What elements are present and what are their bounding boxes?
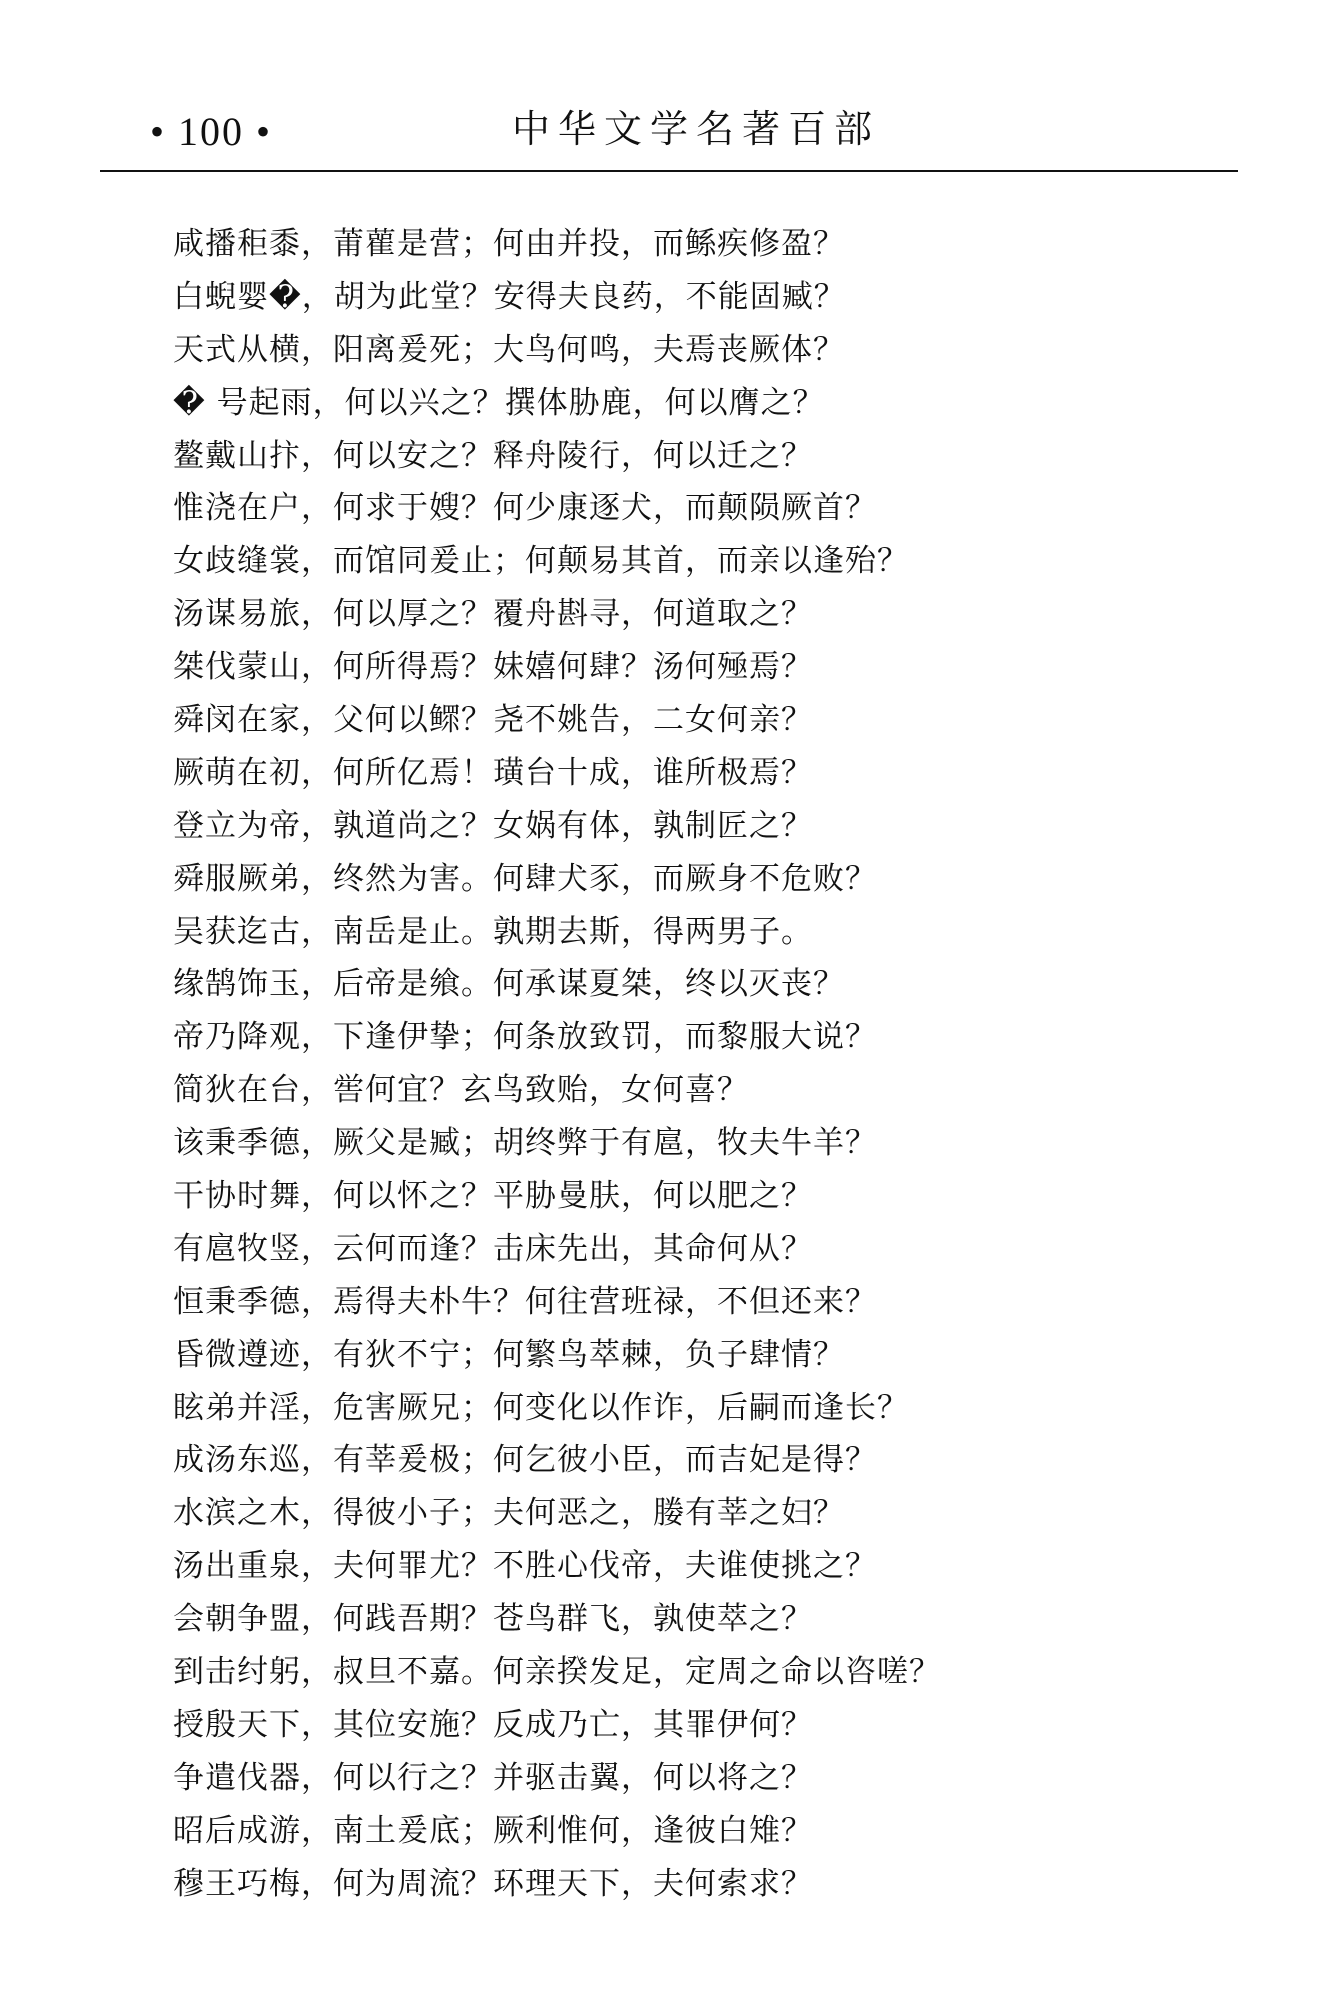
verse-line: 惟浇在户，何求于嫂？何少康逐犬，而颠陨厥首？: [173, 490, 877, 527]
verse-line: 有扈牧竖，云何而逢？击床先出，其命何从？: [173, 1230, 813, 1267]
verse-line: 水滨之木，得彼小子；夫何恶之，媵有莘之妇？: [173, 1495, 845, 1532]
verse-line: 干协时舞，何以怀之？平胁曼肤，何以肥之？: [173, 1178, 813, 1215]
verse-line: 天式从横，阳离爰死；大鸟何鸣，夫焉丧厥体？: [173, 331, 845, 368]
verse-line: 会朝争盟，何践吾期？苍鸟群飞，孰使萃之？: [173, 1601, 813, 1638]
verse-line: 帝乃降观，下逢伊挚；何条放致罚，而黎服大说？: [173, 1019, 877, 1056]
page-number: • 100 •: [150, 109, 273, 154]
verse-line: 咸播秬黍，莆雚是营；何由并投，而鲧疾修盈？: [173, 226, 845, 262]
header-rule: [100, 170, 1238, 172]
verse-line: 争遣伐器，何以行之？并驱击翼，何以将之？: [173, 1759, 813, 1796]
verse-line: 白蜺婴�，胡为此堂？安得夫良药，不能固臧？: [173, 278, 846, 315]
verse-list: [173, 218, 1183, 1911]
verse-line: 女歧缝裳，而馆同爰止；何颠易其首，而亲以逢殆？: [173, 543, 909, 580]
verse-line: 厥萌在初，何所亿焉！璜台十成，谁所极焉？: [173, 754, 813, 791]
verse-line: 穆王巧梅，何为周流？环理天下，夫何索求？: [173, 1865, 813, 1902]
verse-line: 桀伐蒙山，何所得焉？妹嬉何肆？汤何殛焉？: [173, 649, 813, 686]
verse-line: 到击纣躬，叔旦不嘉。何亲揆发足，定周之命以咨嗟？: [173, 1654, 941, 1691]
verse-line: 成汤东巡，有莘爰极；何乞彼小臣，而吉妃是得？: [173, 1442, 877, 1479]
verse-line: 吴获迄古，南岳是止。孰期去斯，得两男子。: [173, 913, 813, 950]
verse-line: 鳌戴山抃，何以安之？释舟陵行，何以迁之？: [173, 437, 813, 474]
verse-line: 汤谋易旅，何以厚之？覆舟斟寻，何道取之？: [173, 596, 813, 633]
verse-line: 汤出重泉，夫何罪尤？不胜心伐帝，夫谁使挑之？: [173, 1548, 877, 1585]
verse-line: 舜服厥弟，终然为害。何肆犬豕，而厥身不危败？: [173, 860, 877, 897]
verse-line: 昏微遵迹，有狄不宁；何繁鸟萃棘，负子肆情？: [173, 1336, 845, 1373]
verse-line: 昭后成游，南土爰底；厥利惟何，逢彼白雉？: [173, 1812, 813, 1849]
page-header: [100, 100, 1238, 170]
verse-line: 缘鹄饰玉，后帝是飨。何承谋夏桀，终以灭丧？: [173, 966, 845, 1003]
book-title: 中华文学名著百部: [512, 107, 881, 151]
verse-line: 简狄在台，喾何宜？玄鸟致贻，女何喜？: [173, 1072, 749, 1109]
verse-line: 恒秉季德，焉得夫朴牛？何往营班禄，不但还来？: [173, 1283, 877, 1320]
verse-line: 舜闵在家，父何以鳏？尧不姚告，二女何亲？: [173, 702, 813, 739]
verse-line: 眩弟并淫，危害厥兄；何变化以作诈，后嗣而逢长？: [173, 1389, 909, 1426]
verse-line: 授殷天下，其位安施？反成乃亡，其罪伊何？: [173, 1706, 813, 1743]
verse-line: 该秉季德，厥父是臧；胡终弊于有扈，牧夫牛羊？: [173, 1125, 877, 1162]
verse-line: � 号起雨，何以兴之？撰体胁鹿，何以膺之？: [173, 384, 825, 421]
verse-line: 登立为帝，孰道尚之？女娲有体，孰制匠之？: [173, 807, 813, 844]
